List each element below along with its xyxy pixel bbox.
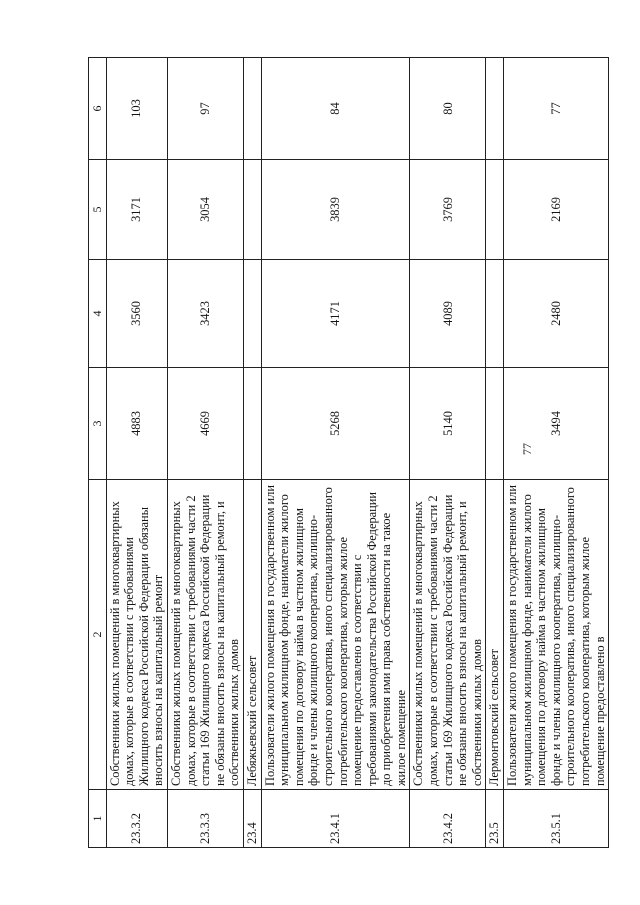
table-row bbox=[106, 58, 167, 848]
row-description: Собственники жилых помещений в многоквартирных домах, которые в соответствии с требованиями Жилищного кодекса Российской Федерации обязаны вносить взносы на капитальный ремонт bbox=[106, 480, 167, 790]
table-row bbox=[504, 58, 609, 848]
row-value bbox=[243, 160, 261, 260]
row-value: 3769 bbox=[410, 160, 486, 260]
row-description: Собственники жилых помещений в многоквартирных домах, которые в соответствии с требованиями части 2 статьи 169 Жилищного кодекса Российской Федерации не обязаны вносить взносы на капитальный ремонт, и собственники жилых домов bbox=[410, 480, 486, 790]
row-value: 84 bbox=[261, 58, 410, 160]
header-cell: 6 bbox=[89, 58, 107, 160]
header-cell: 4 bbox=[89, 260, 107, 368]
row-value bbox=[243, 368, 261, 480]
row-value: 77 bbox=[504, 58, 609, 160]
row-value bbox=[243, 260, 261, 368]
row-description: Собственники жилых помещений в многоквартирных домах, которые в соответствии с требованиями части 2 статьи 169 Жилищного кодекса Российской Федерации не обязаны вносить взносы на капитальный ремонт, и собственники жилых домов bbox=[167, 480, 243, 790]
row-value: 4171 bbox=[261, 260, 410, 368]
table-row bbox=[261, 58, 410, 848]
row-value: 5268 bbox=[261, 368, 410, 480]
table-header-row bbox=[89, 58, 107, 848]
row-description: Пользователи жилого помещения в государственном или муниципальном жилищном фонде, наниматели жилого помещения по договору найма в частном жилищном фонде и члены жилищного кооператива, жилищно-строительного кооператива, иного специализированного потребительского кооператива, которым жилое помещение предоставлено в bbox=[504, 480, 609, 790]
header-cell: 3 bbox=[89, 368, 107, 480]
row-value: 4669 bbox=[167, 368, 243, 480]
row-value: 80 bbox=[410, 58, 486, 160]
row-code: 23.3.3 bbox=[167, 790, 243, 848]
row-value bbox=[486, 368, 504, 480]
header-cell: 2 bbox=[89, 480, 107, 790]
table-section-row bbox=[486, 58, 504, 848]
row-value: 3054 bbox=[167, 160, 243, 260]
tariff-table bbox=[88, 57, 609, 848]
page-number: 77 bbox=[520, 443, 534, 455]
table-row bbox=[167, 58, 243, 848]
row-description: Пользователи жилого помещения в государственном или муниципальном жилищном фонде, наниматели жилого помещения по договору найма в частном жилищном фонде и члены жилищного кооператива, жилищно-строительного кооператива, иного специализированного потребительского кооператива, которым жилое помещение предоставлено в соответствии с требованиями законодательства Российской Федерации до приобретения ими права собственности на такое жилое помещение bbox=[261, 480, 410, 790]
row-value: 3494 bbox=[504, 368, 609, 480]
row-value: 4883 bbox=[106, 368, 167, 480]
row-value: 3839 bbox=[261, 160, 410, 260]
row-value: 3423 bbox=[167, 260, 243, 368]
row-value: 5140 bbox=[410, 368, 486, 480]
row-value bbox=[486, 260, 504, 368]
row-value: 3171 bbox=[106, 160, 167, 260]
row-value: 2169 bbox=[504, 160, 609, 260]
row-code: 23.4 bbox=[243, 790, 261, 848]
row-value: 97 bbox=[167, 58, 243, 160]
row-code: 23.3.2 bbox=[106, 790, 167, 848]
row-code: 23.5.1 bbox=[504, 790, 609, 848]
row-code: 23.5 bbox=[486, 790, 504, 848]
header-cell: 5 bbox=[89, 160, 107, 260]
row-value bbox=[486, 58, 504, 160]
section-title: Лебяжьевский сельсовет bbox=[243, 480, 261, 790]
table-section-row bbox=[243, 58, 261, 848]
row-value: 103 bbox=[106, 58, 167, 160]
row-value: 4089 bbox=[410, 260, 486, 368]
row-code: 23.4.1 bbox=[261, 790, 410, 848]
row-value: 2480 bbox=[504, 260, 609, 368]
row-value bbox=[486, 160, 504, 260]
row-value: 3560 bbox=[106, 260, 167, 368]
section-title: Лермонтовский сельсовет bbox=[486, 480, 504, 790]
rotated-page-content bbox=[88, 58, 607, 848]
table-row bbox=[410, 58, 486, 848]
row-value bbox=[243, 58, 261, 160]
row-code: 23.4.2 bbox=[410, 790, 486, 848]
header-cell: 1 bbox=[89, 790, 107, 848]
